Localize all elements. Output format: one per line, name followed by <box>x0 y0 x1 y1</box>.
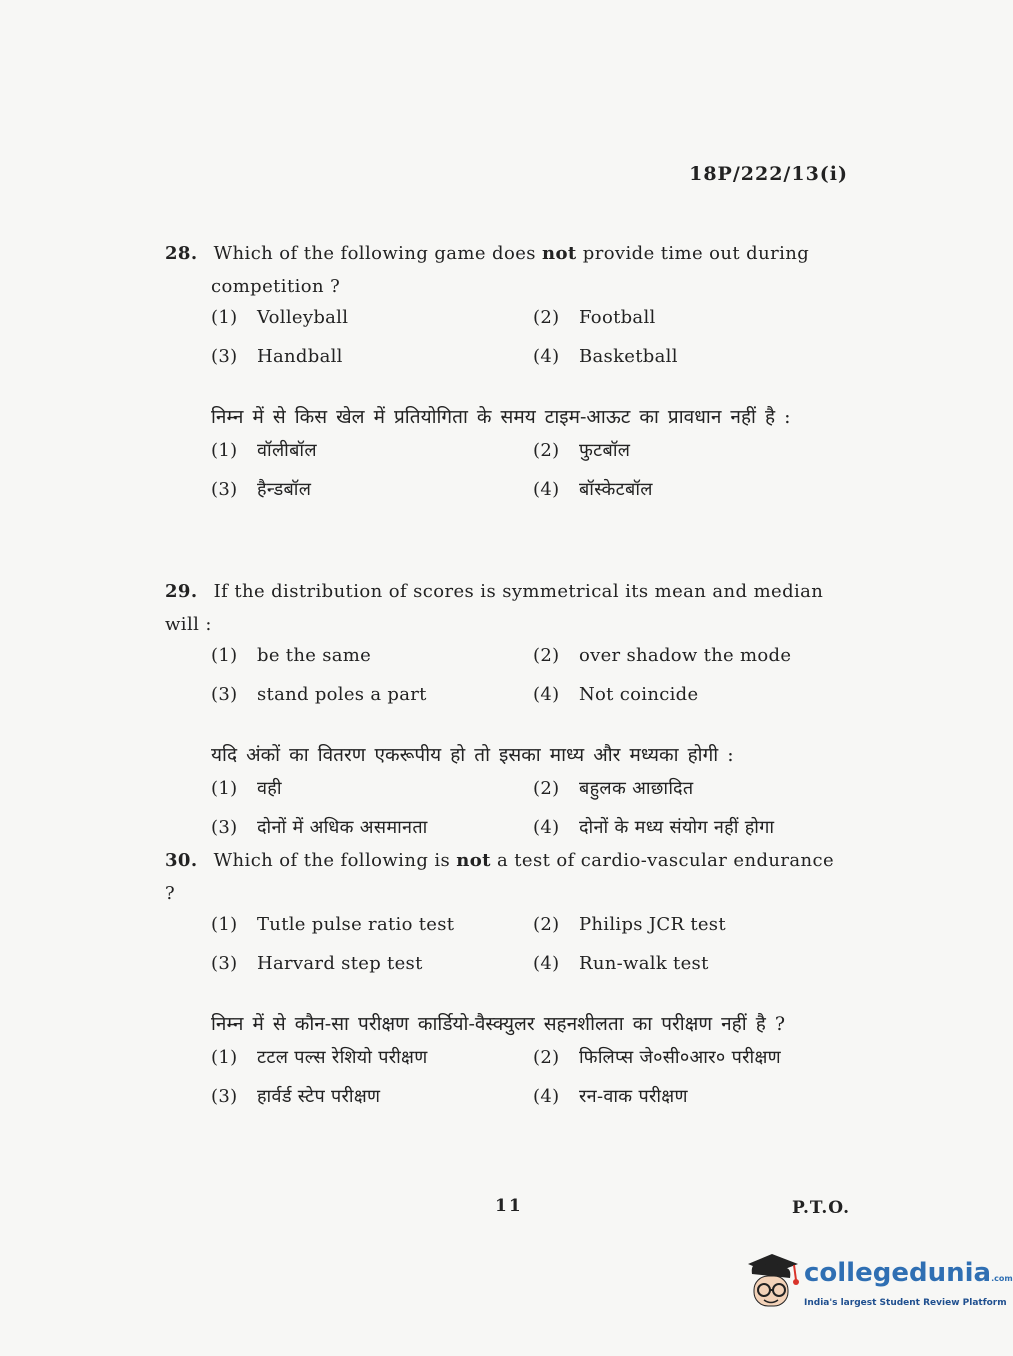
options-english <box>165 914 850 992</box>
question-30-hindi-text: निम्न में से कौन-सा परीक्षण कार्डियो-वैस्क्युलर सहनशीलता का परीक्षण नहीं है ? <box>211 1013 786 1035</box>
options-english <box>165 645 850 723</box>
options-hindi <box>165 1045 850 1123</box>
option-4: (4) Basketball <box>533 346 678 367</box>
option-1: (1) Tutle pulse ratio test <box>211 914 455 935</box>
question-number: 28. <box>165 243 198 264</box>
question-28-hindi-text: निम्न में से किस खेल में प्रतियोगिता के समय टाइम-आऊट का प्रावधान नहीं है : <box>211 406 791 428</box>
emphasis-not: not <box>542 243 577 264</box>
question-text-part: If the distribution of scores is symmetrical its mean and median will : <box>165 581 824 635</box>
hindi-option-1: (1) टटल पल्स रेशियो परीक्षण <box>211 1047 428 1068</box>
question-29 <box>165 575 850 854</box>
hindi-option-2: (2) बहुलक आछादित <box>533 778 694 799</box>
question-30-text <box>165 844 850 910</box>
question-30 <box>165 844 850 1123</box>
question-29-text <box>165 575 850 641</box>
option-2: (2) Philips JCR test <box>533 914 726 935</box>
question-number: 30. <box>165 850 198 871</box>
pto-label: P.T.O. <box>792 1198 850 1218</box>
hindi-option-3: (3) हैन्डबॉल <box>211 479 312 500</box>
question-28 <box>165 237 850 516</box>
question-29-hindi-text: यदि अंकों का वितरण एकरूपीय हो तो इसका माध्य और मध्यका होगी : <box>211 744 734 766</box>
question-text-part: provide time out during <box>582 243 810 264</box>
mascot-icon <box>742 1250 802 1316</box>
option-3: (3) Handball <box>211 346 343 367</box>
option-3: (3) stand poles a part <box>211 684 427 705</box>
options-english <box>165 307 850 385</box>
question-28-text <box>165 237 850 270</box>
question-28-text-cont: competition ? <box>211 276 341 297</box>
brand-suffix: .com <box>991 1274 1013 1283</box>
brand-tagline: India's largest Student Review Platform <box>804 1298 1007 1308</box>
question-number: 29. <box>165 581 198 602</box>
collegedunia-logo <box>742 1250 1013 1320</box>
question-text-part: Which of the following is <box>213 850 451 871</box>
hindi-option-3: (3) दोनों में अधिक असमानता <box>211 817 428 838</box>
option-4: (4) Run-walk test <box>533 953 709 974</box>
hindi-option-1: (1) वही <box>211 778 282 799</box>
option-1: (1) Volleyball <box>211 307 349 328</box>
options-hindi <box>165 776 850 854</box>
hindi-option-2: (2) फिलिप्स जे०सी०आर० परीक्षण <box>533 1047 781 1068</box>
option-4: (4) Not coincide <box>533 684 699 705</box>
hindi-option-3: (3) हार्वर्ड स्टेप परीक्षण <box>211 1086 381 1107</box>
brand-name: collegedunia.com <box>804 1258 1013 1288</box>
option-2: (2) Football <box>533 307 656 328</box>
question-text-part: a test of cardio-vascular endurance ? <box>165 850 835 904</box>
option-2: (2) over shadow the mode <box>533 645 792 666</box>
options-hindi <box>165 438 850 516</box>
paper-code: 18P/222/13(i) <box>689 163 848 185</box>
hindi-option-4: (4) रन-वाक परीक्षण <box>533 1086 688 1107</box>
hindi-option-1: (1) वॉलीबॉल <box>211 440 317 461</box>
page-number: 11 <box>495 1196 523 1216</box>
option-1: (1) be the same <box>211 645 372 666</box>
hindi-option-2: (2) फुटबॉल <box>533 440 631 461</box>
question-text-part: Which of the following game does <box>213 243 536 264</box>
emphasis-not: not <box>456 850 491 871</box>
hindi-option-4: (4) बॉस्केटबॉल <box>533 479 653 500</box>
hindi-option-4: (4) दोनों के मध्य संयोग नहीं होगा <box>533 817 775 838</box>
option-3: (3) Harvard step test <box>211 953 423 974</box>
